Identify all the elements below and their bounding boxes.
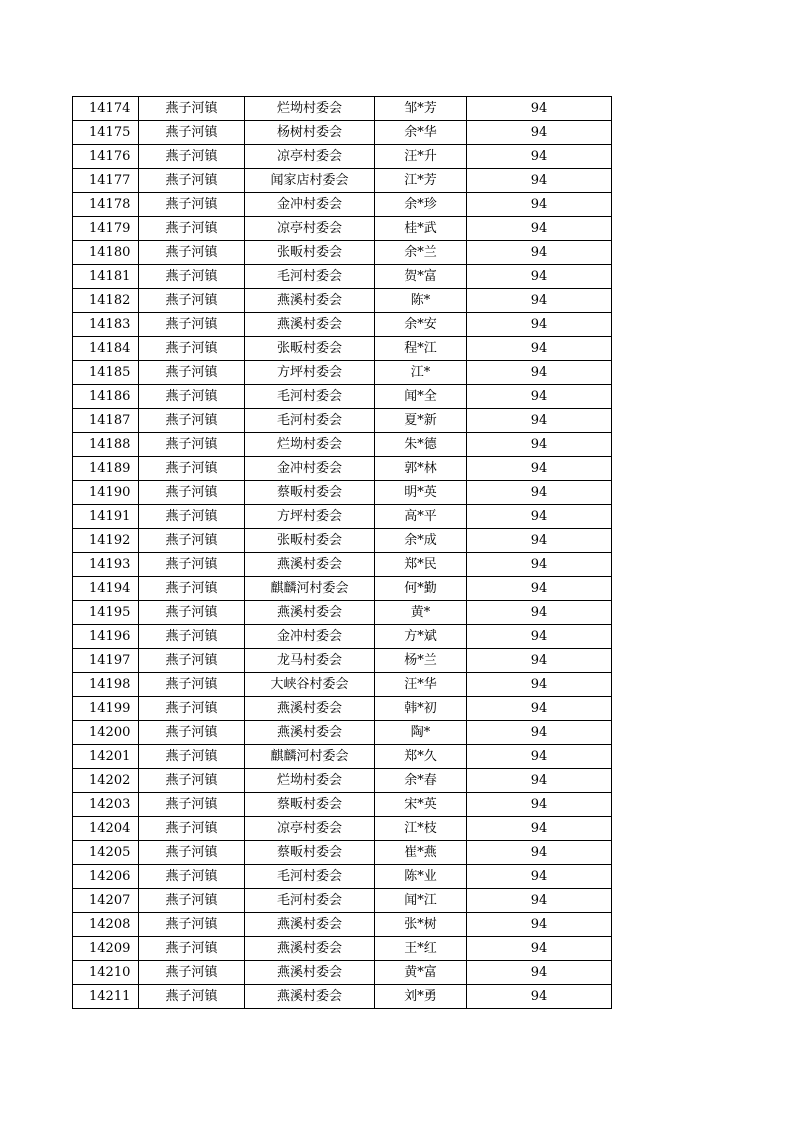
village-committee-cell: 蔡畈村委会 <box>245 793 375 817</box>
town-cell: 燕子河镇 <box>139 721 245 745</box>
table-row <box>73 841 612 865</box>
village-committee-cell: 麒麟河村委会 <box>245 577 375 601</box>
table-row <box>73 889 612 913</box>
village-committee-cell: 毛河村委会 <box>245 409 375 433</box>
table-row <box>73 505 612 529</box>
record-id-cell: 14179 <box>73 217 139 241</box>
score-cell: 94 <box>467 217 612 241</box>
village-committee-cell: 张畈村委会 <box>245 529 375 553</box>
village-committee-cell: 燕溪村委会 <box>245 961 375 985</box>
name-cell: 余*春 <box>375 769 467 793</box>
name-cell: 江*枝 <box>375 817 467 841</box>
name-cell: 夏*新 <box>375 409 467 433</box>
table-row <box>73 913 612 937</box>
town-cell: 燕子河镇 <box>139 313 245 337</box>
town-cell: 燕子河镇 <box>139 937 245 961</box>
score-cell: 94 <box>467 337 612 361</box>
town-cell: 燕子河镇 <box>139 625 245 649</box>
score-cell: 94 <box>467 361 612 385</box>
village-committee-cell: 金冲村委会 <box>245 193 375 217</box>
village-committee-cell: 燕溪村委会 <box>245 721 375 745</box>
name-cell: 朱*德 <box>375 433 467 457</box>
record-id-cell: 14183 <box>73 313 139 337</box>
village-committee-cell: 麒麟河村委会 <box>245 745 375 769</box>
score-cell: 94 <box>467 97 612 121</box>
score-cell: 94 <box>467 193 612 217</box>
town-cell: 燕子河镇 <box>139 145 245 169</box>
score-cell: 94 <box>467 313 612 337</box>
name-cell: 崔*燕 <box>375 841 467 865</box>
record-id-cell: 14189 <box>73 457 139 481</box>
table-row <box>73 697 612 721</box>
table-row <box>73 433 612 457</box>
table-row <box>73 361 612 385</box>
name-cell: 刘*勇 <box>375 985 467 1009</box>
name-cell: 明*英 <box>375 481 467 505</box>
town-cell: 燕子河镇 <box>139 841 245 865</box>
score-cell: 94 <box>467 865 612 889</box>
town-cell: 燕子河镇 <box>139 985 245 1009</box>
town-cell: 燕子河镇 <box>139 337 245 361</box>
record-id-cell: 14198 <box>73 673 139 697</box>
village-committee-cell: 毛河村委会 <box>245 385 375 409</box>
score-cell: 94 <box>467 169 612 193</box>
name-cell: 余*珍 <box>375 193 467 217</box>
table-row <box>73 457 612 481</box>
table-row <box>73 385 612 409</box>
town-cell: 燕子河镇 <box>139 217 245 241</box>
record-id-cell: 14211 <box>73 985 139 1009</box>
table-row <box>73 265 612 289</box>
name-cell: 郭*林 <box>375 457 467 481</box>
record-id-cell: 14187 <box>73 409 139 433</box>
town-cell: 燕子河镇 <box>139 913 245 937</box>
village-committee-cell: 燕溪村委会 <box>245 937 375 961</box>
town-cell: 燕子河镇 <box>139 769 245 793</box>
record-id-cell: 14188 <box>73 433 139 457</box>
record-id-cell: 14195 <box>73 601 139 625</box>
town-cell: 燕子河镇 <box>139 529 245 553</box>
record-id-cell: 14207 <box>73 889 139 913</box>
score-cell: 94 <box>467 817 612 841</box>
table-row <box>73 121 612 145</box>
town-cell: 燕子河镇 <box>139 241 245 265</box>
town-cell: 燕子河镇 <box>139 961 245 985</box>
table-row <box>73 169 612 193</box>
town-cell: 燕子河镇 <box>139 97 245 121</box>
record-id-cell: 14178 <box>73 193 139 217</box>
town-cell: 燕子河镇 <box>139 577 245 601</box>
name-cell: 江* <box>375 361 467 385</box>
score-cell: 94 <box>467 649 612 673</box>
village-committee-cell: 烂坳村委会 <box>245 769 375 793</box>
town-cell: 燕子河镇 <box>139 409 245 433</box>
record-id-cell: 14181 <box>73 265 139 289</box>
score-cell: 94 <box>467 793 612 817</box>
town-cell: 燕子河镇 <box>139 601 245 625</box>
score-cell: 94 <box>467 289 612 313</box>
town-cell: 燕子河镇 <box>139 193 245 217</box>
record-id-cell: 14200 <box>73 721 139 745</box>
record-id-cell: 14209 <box>73 937 139 961</box>
table-row <box>73 793 612 817</box>
village-committee-cell: 烂坳村委会 <box>245 97 375 121</box>
score-cell: 94 <box>467 241 612 265</box>
score-cell: 94 <box>467 433 612 457</box>
record-id-cell: 14204 <box>73 817 139 841</box>
name-cell: 杨*兰 <box>375 649 467 673</box>
town-cell: 燕子河镇 <box>139 817 245 841</box>
village-committee-cell: 方坪村委会 <box>245 361 375 385</box>
village-committee-cell: 金冲村委会 <box>245 625 375 649</box>
town-cell: 燕子河镇 <box>139 385 245 409</box>
village-committee-cell: 张畈村委会 <box>245 337 375 361</box>
score-cell: 94 <box>467 697 612 721</box>
table-row <box>73 145 612 169</box>
village-committee-cell: 毛河村委会 <box>245 889 375 913</box>
score-cell: 94 <box>467 265 612 289</box>
table-row <box>73 985 612 1009</box>
village-committee-cell: 燕溪村委会 <box>245 289 375 313</box>
score-cell: 94 <box>467 769 612 793</box>
record-id-cell: 14193 <box>73 553 139 577</box>
town-cell: 燕子河镇 <box>139 649 245 673</box>
record-id-cell: 14185 <box>73 361 139 385</box>
record-id-cell: 14205 <box>73 841 139 865</box>
village-committee-cell: 凉亭村委会 <box>245 217 375 241</box>
village-committee-cell: 杨树村委会 <box>245 121 375 145</box>
score-cell: 94 <box>467 505 612 529</box>
score-cell: 94 <box>467 121 612 145</box>
village-committee-cell: 毛河村委会 <box>245 265 375 289</box>
score-cell: 94 <box>467 625 612 649</box>
town-cell: 燕子河镇 <box>139 865 245 889</box>
table-row <box>73 193 612 217</box>
table-row <box>73 553 612 577</box>
score-cell: 94 <box>467 673 612 697</box>
score-cell: 94 <box>467 745 612 769</box>
table-row <box>73 865 612 889</box>
records-table-body <box>73 97 612 1009</box>
town-cell: 燕子河镇 <box>139 505 245 529</box>
score-cell: 94 <box>467 481 612 505</box>
village-committee-cell: 烂坳村委会 <box>245 433 375 457</box>
record-id-cell: 14210 <box>73 961 139 985</box>
table-row <box>73 817 612 841</box>
name-cell: 王*红 <box>375 937 467 961</box>
name-cell: 汪*华 <box>375 673 467 697</box>
record-id-cell: 14180 <box>73 241 139 265</box>
name-cell: 桂*武 <box>375 217 467 241</box>
name-cell: 陈* <box>375 289 467 313</box>
table-row <box>73 481 612 505</box>
record-id-cell: 14192 <box>73 529 139 553</box>
town-cell: 燕子河镇 <box>139 673 245 697</box>
name-cell: 韩*初 <box>375 697 467 721</box>
town-cell: 燕子河镇 <box>139 481 245 505</box>
table-row <box>73 937 612 961</box>
village-committee-cell: 燕溪村委会 <box>245 313 375 337</box>
table-row <box>73 529 612 553</box>
score-cell: 94 <box>467 721 612 745</box>
record-id-cell: 14196 <box>73 625 139 649</box>
name-cell: 江*芳 <box>375 169 467 193</box>
town-cell: 燕子河镇 <box>139 265 245 289</box>
town-cell: 燕子河镇 <box>139 457 245 481</box>
table-row <box>73 649 612 673</box>
record-id-cell: 14176 <box>73 145 139 169</box>
record-id-cell: 14194 <box>73 577 139 601</box>
score-cell: 94 <box>467 529 612 553</box>
score-cell: 94 <box>467 145 612 169</box>
record-id-cell: 14201 <box>73 745 139 769</box>
name-cell: 余*华 <box>375 121 467 145</box>
village-committee-cell: 大峡谷村委会 <box>245 673 375 697</box>
score-cell: 94 <box>467 577 612 601</box>
table-row <box>73 769 612 793</box>
record-id-cell: 14184 <box>73 337 139 361</box>
record-id-cell: 14203 <box>73 793 139 817</box>
score-cell: 94 <box>467 985 612 1009</box>
town-cell: 燕子河镇 <box>139 121 245 145</box>
score-cell: 94 <box>467 889 612 913</box>
village-committee-cell: 龙马村委会 <box>245 649 375 673</box>
table-row <box>73 241 612 265</box>
name-cell: 黄* <box>375 601 467 625</box>
record-id-cell: 14175 <box>73 121 139 145</box>
table-row <box>73 217 612 241</box>
name-cell: 陶* <box>375 721 467 745</box>
village-committee-cell: 燕溪村委会 <box>245 985 375 1009</box>
village-committee-cell: 张畈村委会 <box>245 241 375 265</box>
record-id-cell: 14191 <box>73 505 139 529</box>
record-id-cell: 14182 <box>73 289 139 313</box>
name-cell: 何*勤 <box>375 577 467 601</box>
village-committee-cell: 燕溪村委会 <box>245 913 375 937</box>
name-cell: 黄*富 <box>375 961 467 985</box>
record-id-cell: 14202 <box>73 769 139 793</box>
table-row <box>73 313 612 337</box>
score-cell: 94 <box>467 961 612 985</box>
village-committee-cell: 金冲村委会 <box>245 457 375 481</box>
record-id-cell: 14186 <box>73 385 139 409</box>
table-row <box>73 577 612 601</box>
table-row <box>73 97 612 121</box>
name-cell: 方*斌 <box>375 625 467 649</box>
table-row <box>73 625 612 649</box>
name-cell: 闻*全 <box>375 385 467 409</box>
score-cell: 94 <box>467 385 612 409</box>
score-cell: 94 <box>467 913 612 937</box>
village-committee-cell: 蔡畈村委会 <box>245 841 375 865</box>
name-cell: 余*成 <box>375 529 467 553</box>
name-cell: 汪*升 <box>375 145 467 169</box>
town-cell: 燕子河镇 <box>139 745 245 769</box>
record-id-cell: 14197 <box>73 649 139 673</box>
table-row <box>73 289 612 313</box>
table-row <box>73 961 612 985</box>
town-cell: 燕子河镇 <box>139 793 245 817</box>
table-row <box>73 673 612 697</box>
records-table <box>72 96 612 1009</box>
village-committee-cell: 方坪村委会 <box>245 505 375 529</box>
name-cell: 闻*江 <box>375 889 467 913</box>
table-row <box>73 409 612 433</box>
village-committee-cell: 闻家店村委会 <box>245 169 375 193</box>
town-cell: 燕子河镇 <box>139 289 245 313</box>
table-row <box>73 745 612 769</box>
record-id-cell: 14208 <box>73 913 139 937</box>
town-cell: 燕子河镇 <box>139 697 245 721</box>
town-cell: 燕子河镇 <box>139 361 245 385</box>
name-cell: 张*树 <box>375 913 467 937</box>
score-cell: 94 <box>467 601 612 625</box>
score-cell: 94 <box>467 553 612 577</box>
village-committee-cell: 毛河村委会 <box>245 865 375 889</box>
table-row <box>73 721 612 745</box>
village-committee-cell: 燕溪村委会 <box>245 553 375 577</box>
town-cell: 燕子河镇 <box>139 553 245 577</box>
town-cell: 燕子河镇 <box>139 169 245 193</box>
name-cell: 贺*富 <box>375 265 467 289</box>
name-cell: 程*江 <box>375 337 467 361</box>
name-cell: 邹*芳 <box>375 97 467 121</box>
record-id-cell: 14174 <box>73 97 139 121</box>
score-cell: 94 <box>467 409 612 433</box>
table-row <box>73 337 612 361</box>
town-cell: 燕子河镇 <box>139 433 245 457</box>
name-cell: 余*兰 <box>375 241 467 265</box>
village-committee-cell: 凉亭村委会 <box>245 145 375 169</box>
name-cell: 郑*民 <box>375 553 467 577</box>
name-cell: 陈*业 <box>375 865 467 889</box>
name-cell: 余*安 <box>375 313 467 337</box>
record-id-cell: 14199 <box>73 697 139 721</box>
village-committee-cell: 燕溪村委会 <box>245 697 375 721</box>
village-committee-cell: 凉亭村委会 <box>245 817 375 841</box>
score-cell: 94 <box>467 457 612 481</box>
table-row <box>73 601 612 625</box>
record-id-cell: 14190 <box>73 481 139 505</box>
village-committee-cell: 蔡畈村委会 <box>245 481 375 505</box>
town-cell: 燕子河镇 <box>139 889 245 913</box>
name-cell: 宋*英 <box>375 793 467 817</box>
record-id-cell: 14177 <box>73 169 139 193</box>
village-committee-cell: 燕溪村委会 <box>245 601 375 625</box>
name-cell: 郑*久 <box>375 745 467 769</box>
score-cell: 94 <box>467 937 612 961</box>
record-id-cell: 14206 <box>73 865 139 889</box>
name-cell: 高*平 <box>375 505 467 529</box>
score-cell: 94 <box>467 841 612 865</box>
